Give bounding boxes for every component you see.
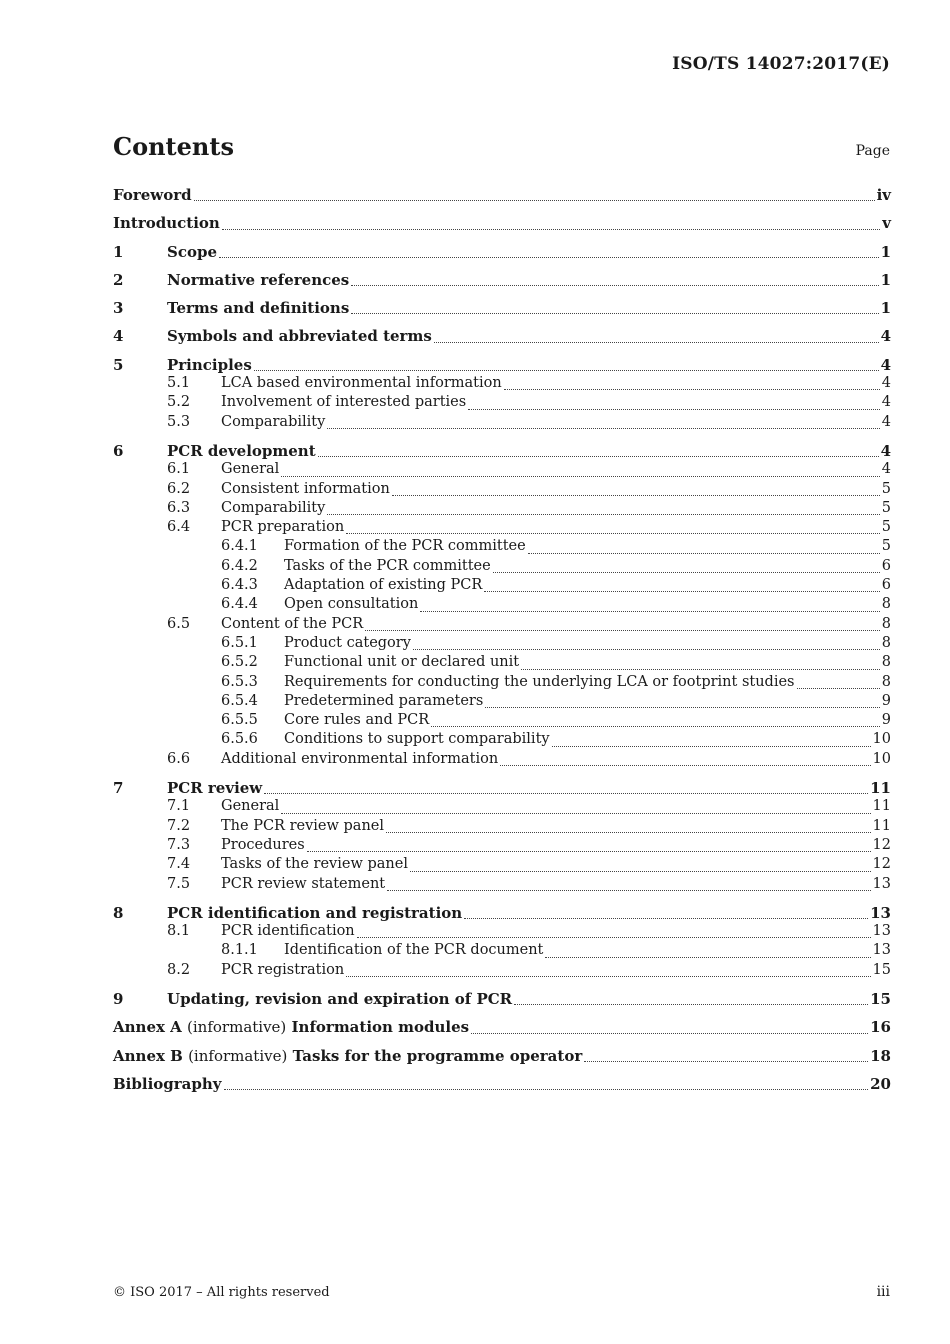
toc-entry-number: 5.1: [167, 375, 191, 392]
dot-leader: [387, 889, 870, 891]
toc-entry[interactable]: [113, 962, 891, 981]
toc-entry[interactable]: [113, 271, 891, 290]
toc-entry[interactable]: [113, 538, 891, 557]
dot-leader: [410, 870, 871, 872]
toc-entry[interactable]: [113, 798, 891, 817]
dot-leader: [493, 571, 880, 573]
toc-entry-page: 12: [872, 856, 891, 873]
toc-entry-number: 6.5.6: [221, 731, 258, 748]
toc-entry-page: 8: [881, 615, 891, 632]
toc-entry-page: 1: [880, 270, 891, 289]
toc-entry-number: 5: [113, 355, 124, 374]
toc-entry[interactable]: [113, 1075, 891, 1094]
toc-entry[interactable]: [113, 461, 891, 480]
dot-leader: [500, 764, 870, 766]
dot-leader: [346, 975, 870, 977]
toc-entry-title: Scope: [167, 242, 218, 261]
toc-entry[interactable]: [113, 442, 891, 461]
toc-entry-number: 6.5: [167, 615, 191, 632]
toc-entry-page: 8: [881, 654, 891, 671]
toc-entry-page: 4: [880, 327, 891, 346]
toc-entry-title: Bibliography: [113, 1074, 222, 1093]
toc-entry-page: 10: [872, 731, 891, 748]
toc-entry-number: 7.1: [167, 798, 191, 815]
toc-annex-title: [113, 1018, 469, 1036]
toc-entry[interactable]: [113, 299, 891, 318]
toc-entry-page: 9: [881, 692, 891, 709]
toc-entry-number: 3: [113, 299, 124, 318]
dot-leader: [224, 1088, 869, 1090]
toc-entry-page: 4: [880, 355, 891, 374]
toc-entry-number: 1: [113, 242, 124, 261]
dot-leader: [254, 369, 879, 371]
toc-entry-number: 6.5.2: [221, 654, 258, 671]
toc-entry-number: 6.1: [167, 461, 191, 478]
toc-entry-number: 6.6: [167, 750, 191, 767]
toc-entry-number: 5.3: [167, 413, 191, 430]
toc-entry[interactable]: [113, 186, 891, 205]
toc-entry-number: 8.1: [167, 923, 191, 940]
toc-entry[interactable]: [113, 214, 891, 233]
toc-entry-title: PCR review: [167, 779, 263, 798]
toc-entry-title: Additional environmental information: [221, 750, 499, 767]
toc-entry-title: PCR development: [167, 441, 316, 460]
toc-entry-page: 11: [870, 779, 891, 798]
dot-leader: [420, 610, 879, 612]
footer-copyright: © ISO 2017 – All rights reserved: [113, 1285, 330, 1300]
toc-entry-page: 8: [881, 596, 891, 613]
toc-entry[interactable]: [113, 375, 891, 394]
toc-entry-number: 6.4.3: [221, 577, 258, 594]
toc-entry-title: Comparability: [221, 499, 326, 516]
dot-leader: [281, 475, 879, 477]
annex-title: Information modules: [291, 1018, 470, 1037]
toc-entry-page: iv: [876, 186, 891, 204]
toc-entry-page: 5: [881, 519, 891, 536]
dot-leader: [264, 792, 868, 794]
toc-entry[interactable]: [113, 837, 891, 856]
toc-entry-number: 6.3: [167, 499, 191, 516]
toc-entry[interactable]: [113, 1018, 891, 1037]
toc-entry-page: 13: [870, 903, 891, 922]
dot-leader: [471, 1032, 868, 1034]
toc-entry-page: 9: [881, 712, 891, 729]
dot-leader: [413, 648, 880, 650]
toc-entry-page: 15: [870, 989, 891, 1008]
toc-entry-title: PCR review statement: [221, 875, 386, 892]
toc-entry-page: 4: [881, 394, 891, 411]
toc-entry-page: 5: [881, 480, 891, 497]
toc-entry-title: Core rules and PCR: [284, 712, 430, 729]
toc-entry[interactable]: [113, 394, 891, 413]
toc-entry-page: 4: [881, 461, 891, 478]
dot-leader: [194, 199, 875, 201]
toc-entry-title: Content of the PCR: [221, 615, 364, 632]
toc-entry-number: 6.5.3: [221, 673, 258, 690]
toc-entry-number: 5.2: [167, 394, 191, 411]
toc-entry-page: 12: [872, 836, 891, 853]
toc-entry-page: 8: [881, 634, 891, 651]
dot-leader: [468, 408, 880, 410]
toc-entry[interactable]: [113, 751, 891, 770]
toc-entry-number: 6.4.2: [221, 557, 258, 574]
toc-entry-title: Updating, revision and expiration of PCR: [167, 989, 513, 1008]
dot-leader: [797, 687, 880, 689]
annex-label: Annex A: [113, 1018, 182, 1037]
toc-entry-number: 6.5.1: [221, 634, 258, 651]
table-of-contents: [113, 184, 891, 1094]
toc-entry-title: Terms and definitions: [167, 299, 350, 318]
toc-entry-number: 7.2: [167, 817, 191, 834]
annex-type: (informative): [187, 1018, 287, 1037]
toc-entry-page: v: [882, 214, 891, 233]
toc-entry-page: 5: [881, 499, 891, 516]
toc-entry-page: 20: [870, 1074, 891, 1093]
toc-entry-title: Open consultation: [284, 596, 419, 613]
toc-entry[interactable]: [113, 356, 891, 375]
dot-leader: [219, 256, 879, 258]
toc-entry[interactable]: [113, 558, 891, 577]
dot-leader: [514, 1003, 868, 1005]
dot-leader: [386, 831, 871, 833]
dot-leader: [346, 532, 880, 534]
toc-entry[interactable]: [113, 519, 891, 538]
toc-entry-page: 11: [872, 798, 891, 815]
toc-entry-page: 4: [881, 375, 891, 392]
dot-leader: [365, 629, 880, 631]
dot-leader: [485, 706, 879, 708]
toc-entry-title: PCR preparation: [221, 519, 345, 536]
toc-entry-number: 7: [113, 779, 124, 798]
toc-entry[interactable]: [113, 942, 891, 961]
toc-entry-title: Procedures: [221, 836, 305, 853]
toc-entry-page: 1: [880, 242, 891, 261]
document-id: ISO/TS 14027:2017(E): [672, 54, 890, 74]
toc-entry-page: 1: [880, 299, 891, 318]
toc-entry-title: General: [221, 461, 280, 478]
dot-leader: [464, 917, 868, 919]
toc-entry[interactable]: [113, 904, 891, 923]
toc-entry[interactable]: [113, 923, 891, 942]
toc-entry-page: 5: [881, 538, 891, 555]
toc-entry-number: 7.3: [167, 836, 191, 853]
toc-entry-page: 15: [872, 961, 891, 978]
toc-entry[interactable]: [113, 577, 891, 596]
toc-entry[interactable]: [113, 481, 891, 500]
toc-entry-title: Tasks of the review panel: [221, 856, 408, 873]
toc-entry-title: Functional unit or declared unit: [284, 654, 520, 671]
toc-entry-title: Adaptation of existing PCR: [284, 577, 483, 594]
toc-entry-number: 6.4: [167, 519, 191, 536]
dot-leader: [392, 494, 880, 496]
contents-title: Contents: [113, 132, 234, 161]
toc-entry-page: 4: [881, 413, 891, 430]
toc-entry-number: 7.5: [167, 875, 191, 892]
toc-entry[interactable]: [113, 856, 891, 875]
toc-entry[interactable]: [113, 779, 891, 798]
toc-entry-number: 6.2: [167, 480, 191, 497]
toc-entry[interactable]: [113, 712, 891, 731]
dot-leader: [484, 590, 879, 592]
toc-entry[interactable]: [113, 327, 891, 346]
toc-entry-title: Predetermined parameters: [284, 692, 484, 709]
toc-entry-title: Normative references: [167, 270, 350, 289]
toc-entry-title: Principles: [167, 355, 252, 374]
toc-entry[interactable]: [113, 654, 891, 673]
toc-entry-title: Foreword: [113, 186, 192, 204]
dot-leader: [528, 552, 880, 554]
toc-entry-number: 8: [113, 903, 124, 922]
toc-annex-title: [113, 1047, 582, 1065]
toc-entry[interactable]: [113, 1047, 891, 1066]
dot-leader: [545, 956, 870, 958]
toc-entry-page: 16: [870, 1018, 891, 1037]
toc-entry-page: 13: [872, 875, 891, 892]
toc-entry-number: 7.4: [167, 856, 191, 873]
toc-entry-title: Involvement of interested parties: [221, 394, 467, 411]
annex-title: Tasks for the programme operator: [292, 1046, 583, 1065]
toc-entry-page: 13: [872, 923, 891, 940]
toc-entry-number: 2: [113, 270, 124, 289]
toc-entry-number: 8.1.1: [221, 942, 258, 959]
toc-entry[interactable]: [113, 674, 891, 693]
toc-entry-title: Introduction: [113, 214, 220, 233]
toc-entry-title: PCR identification: [221, 923, 355, 940]
toc-entry[interactable]: [113, 731, 891, 750]
toc-entry-page: 11: [872, 817, 891, 834]
dot-leader: [307, 850, 871, 852]
dot-leader: [521, 668, 880, 670]
toc-entry-number: 4: [113, 327, 124, 346]
toc-entry-page: 6: [881, 557, 891, 574]
toc-entry-number: 8.2: [167, 961, 191, 978]
toc-entry[interactable]: [113, 693, 891, 712]
toc-entry-title: Tasks of the PCR committee: [284, 557, 491, 574]
toc-entry[interactable]: [113, 990, 891, 1009]
toc-entry-page: 4: [880, 441, 891, 460]
toc-entry[interactable]: [113, 414, 891, 433]
toc-entry-title: Identification of the PCR document: [284, 942, 544, 959]
toc-entry-page: 6: [881, 577, 891, 594]
dot-leader: [357, 936, 871, 938]
toc-entry-title: PCR registration: [221, 961, 345, 978]
toc-entry[interactable]: [113, 876, 891, 895]
toc-entry-title: Comparability: [221, 413, 326, 430]
toc-entry-page: 18: [870, 1046, 891, 1065]
dot-leader: [222, 228, 880, 230]
toc-entry-title: Conditions to support comparability: [284, 731, 550, 748]
toc-entry-title: Product category: [284, 634, 411, 651]
dot-leader: [327, 513, 879, 515]
toc-entry-page: 10: [872, 750, 891, 767]
toc-entry-title: LCA based environmental information: [221, 375, 502, 392]
annex-label: Annex B: [113, 1046, 183, 1065]
dot-leader: [351, 312, 878, 314]
toc-entry[interactable]: [113, 500, 891, 519]
dot-leader: [327, 427, 879, 429]
toc-entry-number: 6: [113, 441, 124, 460]
toc-entry-title: Consistent information: [221, 480, 390, 497]
toc-entry-page: 13: [872, 942, 891, 959]
toc-entry-title: Symbols and abbreviated terms: [167, 327, 432, 346]
toc-entry-title: Formation of the PCR committee: [284, 538, 526, 555]
toc-entry[interactable]: [113, 818, 891, 837]
toc-entry-number: 6.4.1: [221, 538, 258, 555]
dot-leader: [434, 341, 879, 343]
dot-leader: [351, 284, 878, 286]
dot-leader: [552, 745, 871, 747]
toc-entry-title: General: [221, 798, 280, 815]
toc-entry-title: The PCR review panel: [221, 817, 385, 834]
toc-entry[interactable]: [113, 596, 891, 615]
toc-entry[interactable]: [113, 616, 891, 635]
toc-entry[interactable]: [113, 243, 891, 262]
footer-page-number: iii: [876, 1284, 890, 1300]
toc-entry-number: 6.5.4: [221, 692, 258, 709]
toc-entry-number: 6.5.5: [221, 712, 258, 729]
dot-leader: [281, 812, 870, 814]
dot-leader: [584, 1060, 868, 1062]
toc-entry-title: Requirements for conducting the underlying LCA or footprint studies: [284, 673, 795, 690]
dot-leader: [318, 455, 879, 457]
toc-entry-number: 9: [113, 989, 124, 1008]
annex-type: (informative): [188, 1046, 288, 1065]
dot-leader: [431, 725, 880, 727]
dot-leader: [504, 388, 880, 390]
toc-entry-page: 8: [881, 673, 891, 690]
toc-entry-number: 6.4.4: [221, 596, 258, 613]
toc-entry-title: PCR identification and registration: [167, 903, 463, 922]
toc-entry[interactable]: [113, 635, 891, 654]
page-column-label: Page: [855, 143, 890, 159]
